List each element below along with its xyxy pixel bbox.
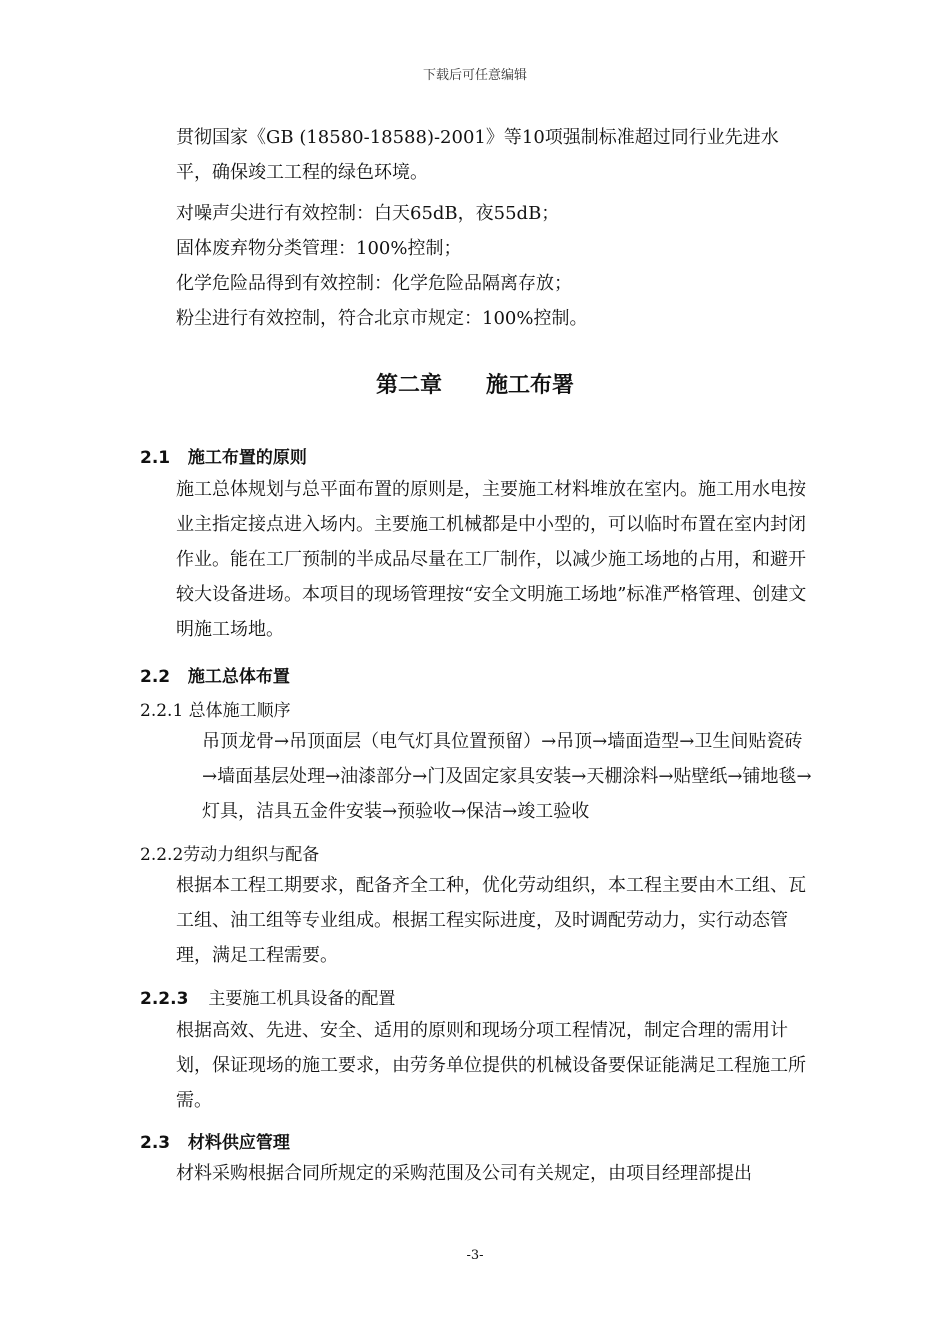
intro-line-waste: 固体废弃物分类管理：100%控制； (176, 238, 462, 259)
page-number: -3- (466, 1248, 484, 1263)
section-2-2-3-title: 主要施工机具设备的配置 (208, 989, 396, 1009)
page-header: 下载后可任意编辑 (422, 68, 527, 83)
section-2-2-2-heading: 2.2.2劳动力组织与配备 (140, 845, 320, 865)
section-2-2-2-paragraph: 根据本工程工期要求，配备齐全工种，优化劳动组织，本工程主要由木工组、瓦工组、油工组等专业组成。根据工程实际进度，及时调配劳动力，实行动态管理，满足工程需要。 (176, 875, 806, 966)
section-2-2-1-body (140, 724, 812, 829)
section-2-1-body (140, 472, 812, 647)
section-2-2-1-heading: 2.2.1 总体施工顺序 (140, 701, 291, 721)
intro-line-noise: 对噪声尖进行有效控制：白天65dB，夜55dB； (176, 203, 560, 224)
chapter-number: 第二章 (375, 373, 442, 398)
section-2-2-1-paragraph: 吊顶龙骨→吊顶面层（电气灯具位置预留）→吊顶→墙面造型→卫生间贴瓷砖→墙面基层处理→油漆部分→门及固定家具安装→天棚涂料→贴壁纸→铺地毯→灯具，洁具五金件安装→预验收→保洁→竣工验收 (202, 731, 812, 822)
intro-p1: 贯彻国家《GB (18580-18588)-2001》等10项强制标准超过同行业先进水平，确保竣工工程的绿色环境。 (176, 127, 779, 183)
section-2-1-paragraph: 施工总体规划与总平面布置的原则是，主要施工材料堆放在室内。施工用水电按业主指定接点进入场内。主要施工机械都是中小型的，可以临时布置在室内封闭作业。能在工厂预制的半成品尽量在工厂制作，以减少施工场地的占用，和避开较大设备进场。本项目的现场管理按“安全文明施工场地”标准严格管理、创建文明施工场地。 (176, 479, 807, 640)
chapter-name: 施工布署 (486, 373, 575, 398)
section-2-2-3-heading (140, 984, 395, 1009)
intro-line-chemical: 化学危险品得到有效控制：化学危险品隔离存放； (176, 273, 572, 294)
intro-line-dust: 粉尘进行有效控制，符合北京市规定：100%控制。 (176, 308, 588, 329)
section-2-2-2-body (140, 868, 812, 973)
section-2-2-3-body (140, 1013, 812, 1118)
chapter-title (0, 368, 950, 399)
section-2-3-paragraph: 材料采购根据合同所规定的采购范围及公司有关规定，由项目经理部提出 (176, 1163, 752, 1184)
section-2-3-body (140, 1156, 812, 1191)
section-2-3-heading: 2.3 材料供应管理 (140, 1133, 290, 1153)
intro-paragraph (140, 120, 812, 190)
section-2-2-3-paragraph: 根据高效、先进、安全、适用的原则和现场分项工程情况，制定合理的需用计划，保证现场的施工要求，由劳务单位提供的机械设备要保证能满足工程施工所需。 (176, 1020, 806, 1111)
section-2-2-heading: 2.2 施工总体布置 (140, 667, 290, 687)
section-2-1-heading: 2.1 施工布置的原则 (140, 448, 307, 468)
section-2-2-3-number: 2.2.3 (140, 989, 189, 1009)
